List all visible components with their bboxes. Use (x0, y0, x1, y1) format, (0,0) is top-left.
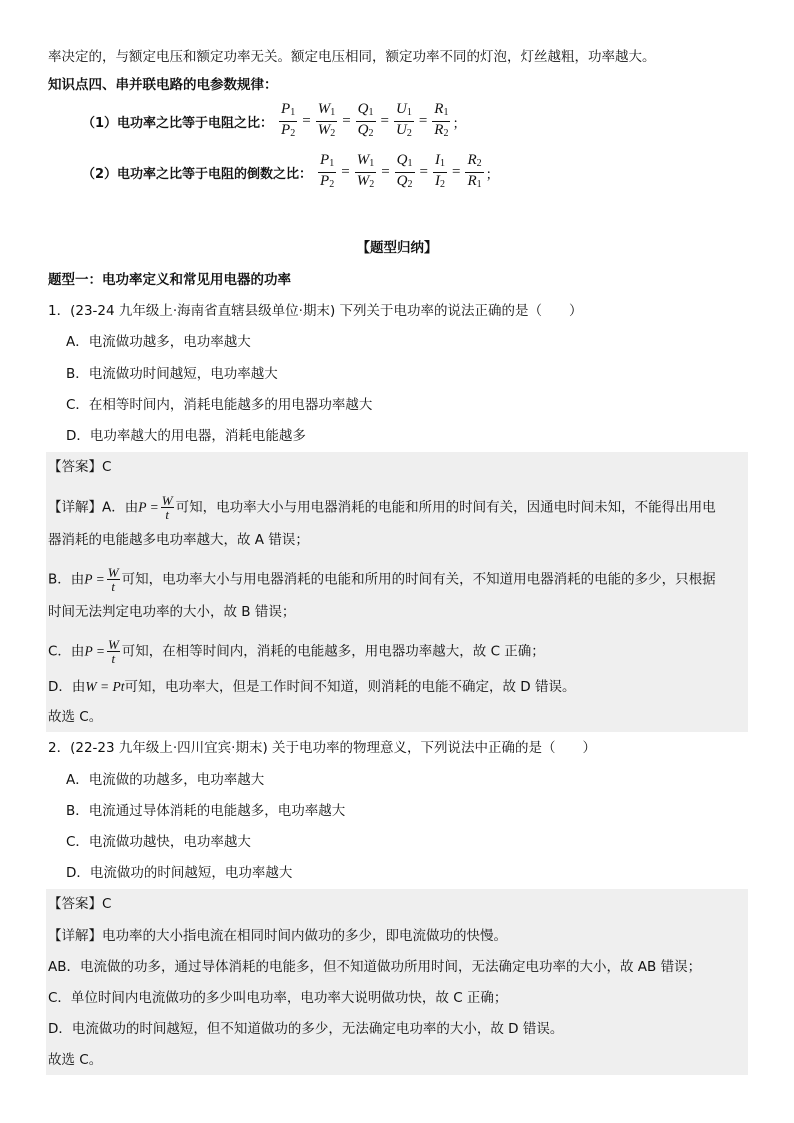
formula-power-ratio-resistance: （1）电功率之比等于电阻之比： $\frac{P_1}{P_2}$ = $\frac{W_1}{W_2}$ = $\frac{Q_1}{Q_2}$ = $\frac{U_1}{U_2}$ = $\frac{R_1}{R_2}$ ； (82, 101, 466, 142)
frac-w1-w2: $\frac{W_1}{W_2}$ (356, 152, 375, 190)
question-1-detail-c: C．由P = $\frac{W}{t}$ 可知，在相等时间内，消耗的电能越多，用电器功率越大，故 C 正确； (48, 637, 545, 666)
question-1-detail-b: B．由P = $\frac{W}{t}$ 可知，电功率大小与用电器消耗的电能和所用的时间有关，不知道用电器消耗的电能的多少，只根据 (48, 565, 716, 594)
question-1-detail-a-cont: 器消耗的电能越多电功率越大，故 A 错误； (48, 532, 309, 548)
frac-w1-w2: $\frac{W_1}{W_2}$ (317, 101, 336, 139)
frac-q1-q2: $\frac{Q_1}{Q_2}$ (396, 152, 413, 190)
knowledge-point-title: 知识点四、串并联电路的电参数规律： (48, 77, 278, 93)
question-1-conclusion: 故选 C。 (48, 709, 103, 725)
question-2-stem: 2．(22-23 九年级上·四川宜宾·期末) 关于电功率的物理意义，下列说法中正确的是（ ） (48, 740, 597, 756)
question-1-option-a: A．电流做功越多，电功率越大 (66, 334, 251, 350)
frac-p1-p2: $\frac{P_1}{P_2}$ (320, 152, 335, 190)
question-2-detail-3: C．单位时间内电流做功的多少叫电功率，电功率大说明做功快，故 C 正确； (48, 990, 508, 1006)
question-2-option-a: A．电流做的功越多，电功率越大 (66, 772, 265, 788)
formula-1-label: （1）电功率之比等于电阻之比： (82, 116, 274, 131)
frac-p1-p2: $\frac{P_1}{P_2}$ (281, 101, 296, 139)
question-2-detail-1: 【详解】电功率的大小指电流在相同时间内做功的多少，即电流做功的快慢。 (48, 928, 507, 944)
question-2-answer: 【答案】C (48, 896, 112, 912)
frac-r2-r1: $\frac{R_2}{R_1}$ (467, 152, 482, 190)
question-2-option-d: D．电流做功的时间越短，电功率越大 (66, 865, 293, 881)
question-1-answer: 【答案】C (48, 459, 112, 475)
question-1-stem: 1．(23-24 九年级上·海南省直辖县级单位·期末) 下列关于电功率的说法正确的是（ ） (48, 303, 583, 319)
question-1-option-d: D．电功率越大的用电器，消耗电能越多 (66, 428, 306, 444)
question-1-option-c: C．在相等时间内，消耗电能越多的用电器功率越大 (66, 397, 373, 413)
intro-text: 率决定的，与额定电压和额定功率无关。额定电压相同，额定功率不同的灯泡，灯丝越粗，功率越大。 (48, 49, 656, 65)
question-2-option-b: B．电流通过导体消耗的电能越多，电功率越大 (66, 803, 346, 819)
question-2-conclusion: 故选 C。 (48, 1052, 103, 1068)
frac-i1-i2: $\frac{I_1}{I_2}$ (434, 152, 445, 190)
question-1-detail-d: D．由W = Pt可知，电功率大，但是工作时间不知道，则消耗的电能不确定，故 D 错误。 (48, 679, 576, 695)
question-2-answer-panel (46, 889, 748, 1075)
section-title: 【题型归纳】 (356, 240, 438, 256)
question-1-detail-b-cont: 时间无法判定电功率的大小，故 B 错误； (48, 604, 296, 620)
question-2-option-c: C．电流做功越快，电功率越大 (66, 834, 251, 850)
formula-power-ratio-inverse-resistance: （2）电功率之比等于电阻的倒数之比： $\frac{P_1}{P_2}$ = $\frac{W_1}{W_2}$ = $\frac{Q_1}{Q_2}$ = $\frac{I_1}{I_2}$ = $\frac{R_2}{R_1}$ ； (82, 152, 499, 193)
question-1-option-b: B．电流做功时间越短，电功率越大 (66, 366, 278, 382)
question-2-detail-4: D．电流做功的时间越短，但不知道做功的多少，无法确定电功率的大小，故 D 错误。 (48, 1021, 564, 1037)
question-1-detail-a: 【详解】A．由P = $\frac{W}{t}$ 可知，电功率大小与用电器消耗的电能和所用的时间有关，因通电时间未知，不能得出用电 (48, 493, 716, 522)
formula-2-label: （2）电功率之比等于电阻的倒数之比： (82, 167, 313, 182)
question-type-title: 题型一：电功率定义和常见用电器的功率 (48, 272, 291, 288)
frac-q1-q2: $\frac{Q_1}{Q_2}$ (357, 101, 374, 139)
frac-r1-r2: $\frac{R_1}{R_2}$ (434, 101, 449, 139)
frac-u1-u2: $\frac{U_1}{U_2}$ (395, 101, 412, 139)
question-2-detail-2: AB．电流做的功多，通过导体消耗的电能多，但不知道做功所用时间，无法确定电功率的大小，故 AB 错误； (48, 959, 702, 975)
